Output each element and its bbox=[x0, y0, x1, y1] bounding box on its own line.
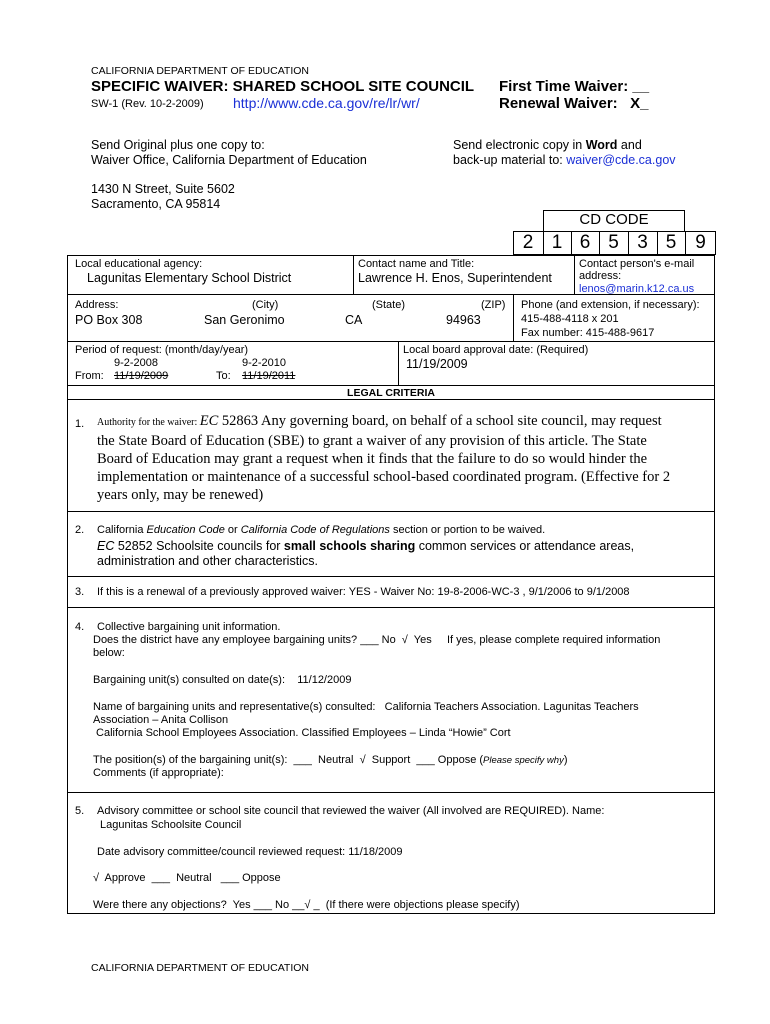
item-4-number: 4. bbox=[75, 621, 85, 633]
zip-value[interactable]: 94963 bbox=[446, 313, 481, 327]
item-2-code: EC 52852 Schoolsite councils for small schools sharing common services or attendance areas, bbox=[97, 539, 635, 553]
from-label: From: bbox=[75, 370, 104, 382]
first-time-waiver: First Time Waiver: __ bbox=[499, 78, 650, 95]
city-label: (City) bbox=[252, 299, 279, 311]
council-name: Lagunitas Schoolsite Council bbox=[97, 819, 242, 831]
to-label: To: bbox=[216, 370, 231, 382]
contact-label: Contact name and Title: bbox=[358, 258, 475, 270]
cd-digit: 5 bbox=[608, 232, 619, 253]
contact-email-link[interactable]: lenos@marin.k12.ca.us bbox=[579, 283, 695, 295]
to-date-new[interactable]: 9-2-2010 bbox=[242, 357, 287, 369]
waiver-email-link[interactable]: waiver@cde.ca.gov bbox=[566, 153, 676, 167]
item-1-authority: Authority for the waiver: EC 52863 Any governing board, on behalf of a school site council, may request the State Board of Education (SBE) to grant a waiver of any provision of this article. The State Board of Education may grant a request when it finds that the failure to do so would hinder the implementation or maintenance of a successful school-based coordinated program. (Effective for 2 years only, may be renewed) bbox=[97, 413, 671, 503]
form-title: SPECIFIC WAIVER: SHARED SCHOOL SITE COUNCIL bbox=[91, 78, 475, 95]
item-3-renewal: If this is a renewal of a previously approved waiver: YES - Waiver No: 19-8-2006-WC-3 , 9/1/2006 to 9/1/2008 bbox=[97, 586, 630, 598]
objections: Were there any objections? Yes ___ No __√ _ (If there were objections please specify) bbox=[93, 899, 520, 911]
item-2-number: 2. bbox=[75, 524, 85, 536]
phone-label: Phone (and extension, if necessary): bbox=[521, 299, 700, 311]
email-label: Contact person's e-mail bbox=[579, 258, 695, 270]
item-5-number: 5. bbox=[75, 805, 85, 817]
cd-code-label: CD CODE bbox=[579, 211, 649, 228]
cd-digit: 1 bbox=[551, 232, 563, 253]
street-value[interactable]: PO Box 308 bbox=[75, 313, 143, 327]
footer-department: CALIFORNIA DEPARTMENT OF EDUCATION bbox=[91, 962, 309, 974]
bargaining-units: Name of bargaining units and representative(s) consulted: California Teachers Association. Lagunitas Teachers bbox=[93, 701, 639, 713]
address-label: Address: bbox=[75, 299, 119, 311]
item-5-heading: Advisory committee or school site council that reviewed the waiver (All involved are REQUIRED). Name: bbox=[97, 805, 605, 817]
bargaining-comments: Comments (if appropriate): bbox=[93, 767, 224, 779]
period-label: Period of request: (month/day/year) bbox=[75, 344, 249, 356]
lea-value[interactable]: Lagunitas Elementary School District bbox=[87, 271, 292, 285]
send-office-text: Waiver Office, California Department of Education bbox=[91, 153, 367, 167]
council-vote: √ Approve ___ Neutral ___ Oppose bbox=[93, 872, 281, 884]
item-3-number: 3. bbox=[75, 586, 85, 598]
send-original-text: Send Original plus one copy to: bbox=[91, 138, 265, 152]
state-value[interactable]: CA bbox=[345, 313, 363, 327]
from-date-old: 11/19/2009 bbox=[114, 370, 169, 382]
legal-criteria-heading: LEGAL CRITERIA bbox=[347, 387, 435, 399]
cd-digit: 5 bbox=[665, 232, 677, 253]
waiver-url-link[interactable]: http://www.cde.ca.gov/re/lr/wr/ bbox=[233, 95, 420, 111]
renewal-waiver: Renewal Waiver: X_ bbox=[499, 95, 649, 112]
address-line-1: 1430 N Street, Suite 5602 bbox=[91, 182, 235, 196]
zip-label: (ZIP) bbox=[481, 299, 506, 311]
address-line-2: Sacramento, CA 95814 bbox=[91, 197, 221, 211]
board-approval-value[interactable]: 11/19/2009 bbox=[406, 357, 468, 371]
cd-digit: 6 bbox=[579, 232, 591, 253]
board-approval-label: Local board approval date: (Required) bbox=[403, 344, 589, 356]
send-electronic-text: Send electronic copy in Word and bbox=[453, 138, 642, 152]
council-review-date: Date advisory committee/council reviewed request: 11/18/2009 bbox=[97, 846, 403, 858]
item-4-heading: Collective bargaining unit information. bbox=[97, 621, 281, 633]
to-date-old: 11/19/2011 bbox=[242, 370, 296, 382]
cd-digit: 2 bbox=[522, 232, 534, 253]
city-value[interactable]: San Geronimo bbox=[204, 313, 285, 327]
bargaining-date: Bargaining unit(s) consulted on date(s): 11/12/2009 bbox=[93, 674, 352, 686]
send-backup-text: back-up material to: waiver@cde.ca.gov bbox=[453, 153, 676, 167]
email-label-2: address: bbox=[579, 270, 622, 282]
item-4-question: Does the district have any employee bargaining units? ___ No √ Yes If yes, please complete required information bbox=[93, 634, 661, 646]
item-4-below: below: bbox=[93, 647, 125, 659]
state-label: (State) bbox=[372, 299, 406, 311]
bargaining-position: The position(s) of the bargaining unit(s): ___ Neutral √ Support ___ Oppose (Please specify why) bbox=[93, 754, 568, 766]
bargaining-units-cse: California School Employees Association. Classified Employees – Linda “Howie” Cort bbox=[93, 727, 511, 739]
item-2-code-cont: administration and other characteristics. bbox=[97, 554, 318, 568]
cd-digit: 9 bbox=[695, 232, 706, 253]
form-id: SW-1 (Rev. 10-2-2009) bbox=[91, 98, 204, 110]
from-date-new[interactable]: 9-2-2008 bbox=[114, 357, 159, 369]
lea-label: Local educational agency: bbox=[75, 258, 203, 270]
phone-value[interactable]: 415-488-4118 x 201 bbox=[521, 313, 619, 325]
item-1-number: 1. bbox=[75, 418, 85, 430]
bargaining-units-cont: Association – Anita Collison bbox=[93, 714, 229, 726]
cd-digit: 3 bbox=[637, 232, 648, 253]
contact-value[interactable]: Lawrence H. Enos, Superintendent bbox=[358, 271, 552, 285]
department-header: CALIFORNIA DEPARTMENT OF EDUCATION bbox=[91, 65, 309, 77]
fax-value[interactable]: Fax number: 415-488-9617 bbox=[521, 327, 655, 339]
item-2-heading: California Education Code or California Code of Regulations section or portion to be waived. bbox=[97, 524, 546, 536]
